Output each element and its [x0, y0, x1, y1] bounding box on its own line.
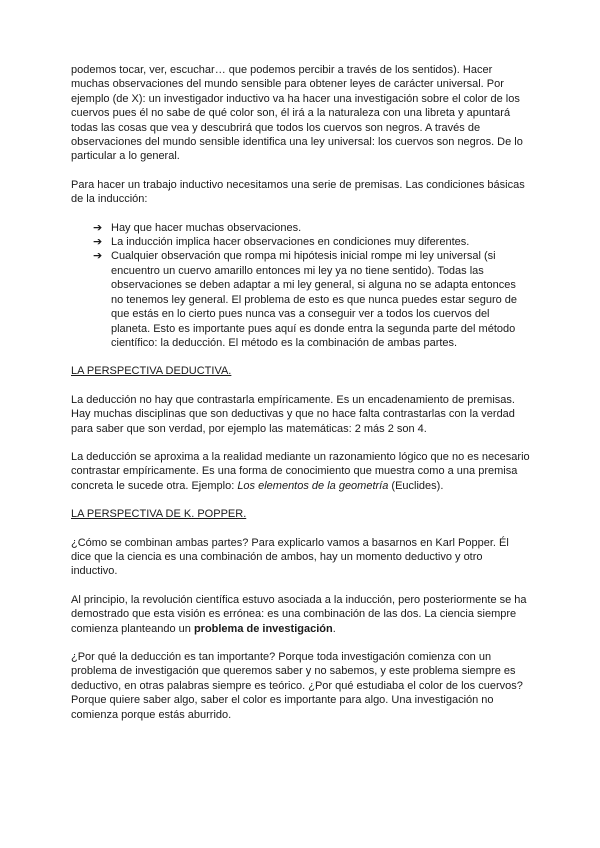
- heading-deductive-perspective: LA PERSPECTIVA DEDUCTIVA.: [71, 365, 232, 378]
- arrow-bullet-icon: ➔: [93, 236, 103, 249]
- paragraph-deduction-importance: ¿Por qué la deducción es tan importante? Porque toda investigación comienza con un problema de investigación que queremos saber y no sabemos, y este problema siempre es deductivo, en otras palabras siempre es teórico. ¿Por qué estudiaba el color de los cuervos? Porque quiere saber algo, saber el color es importante para algo. Una investigación no comienza porque estás aburrido.: [71, 651, 523, 721]
- paragraph-text: .: [332, 622, 336, 635]
- paragraph-induction-example: podemos tocar, ver, escuchar… que podemos percibir a través de los sentidos). Hacer muchas observaciones del mundo sensible para obtener leyes de carácter universal. Por ejemplo (de X): un investigador inductivo va ha hacer una investigación sobre el color de los cuervos pues él no sabe de qué color son, él irá a la naturaleza con una libreta y apuntará todas las cosas que vea y descubrirá que todos los cuervos son negros. A través de observaciones del mundo sensible identifica una ley universal: los cuervos son negros. De lo particular a lo general.: [71, 64, 523, 163]
- paragraph-deduction-no-empirical: La deducción no hay que contrastarla empíricamente. Es un encadenamiento de premisas. Hay muchas disciplinas que son deductivas y que no hace falta contrastarlas con la verdad para saber que son verdad, por ejemplo las matemáticas: 2 más 2 son 4.: [71, 393, 515, 435]
- paragraph-science-research-problem: [71, 593, 530, 636]
- bullet-item-label: La inducción implica hacer observaciones en condiciones muy diferentes.: [111, 236, 470, 249]
- paragraph-text: Al principio, la revolución científica estuvo asociada a la inducción, pero posteriormente se ha demostrado que esta visión es errónea: es una combinación de las dos. La ciencia siempre comienza planteando un: [71, 593, 527, 635]
- bullet-item-hypothesis-break: [93, 249, 530, 350]
- bullet-item-label: Hay que hacer muchas observaciones.: [111, 221, 302, 234]
- arrow-bullet-icon: ➔: [93, 221, 103, 234]
- arrow-bullet-icon: ➔: [93, 250, 103, 263]
- book-title-italic: Los elementos de la geometría: [237, 479, 389, 492]
- bullet-list-induction-conditions: [71, 221, 530, 351]
- bullet-item-label: Cualquier observación que rompa mi hipótesis inicial rompe mi ley universal (si encuentro un cuervo amarillo entonces mi ley ya no tiene sentido). Todas las observaciones se deben adaptar a mi ley general, si alguna no se adapta entonces no tenemos ley general. El problema de esto es que nunca puedes estar seguro de que estás en lo cierto pues nunca vas a conseguir ver a todos los cuervos del planeta. Esto es importante pues aquí es donde entra la segunda parte del método científico: la deducción. El método es la combinación de ambas partes.: [111, 250, 518, 349]
- paragraph-text: (Euclides).: [388, 479, 444, 492]
- bullet-item-different-conditions: [93, 235, 530, 249]
- bullet-item-observations: [93, 221, 530, 235]
- paragraph-induction-premises-intro: Para hacer un trabajo inductivo necesitamos una serie de premisas. Las condiciones básicas de la inducción:: [71, 178, 525, 206]
- heading-popper-perspective: LA PERSPECTIVA DE K. POPPER.: [71, 508, 247, 521]
- paragraph-popper-combination: ¿Cómo se combinan ambas partes? Para explicarlo vamos a basarnos en Karl Popper. Él dice que la ciencia es una combinación de ambos, hay un momento deductivo y otro inductivo.: [71, 536, 509, 578]
- paragraph-text: La deducción se aproxima a la realidad mediante un razonamiento lógico que no es necesario contrastar empíricamente. Es una forma de conocimiento que muestra como a una premisa concreta le sucede otra. Ejemplo:: [71, 450, 530, 492]
- paragraph-deduction-logic: [71, 450, 530, 493]
- bold-phrase-research-problem: problema de investigación: [193, 622, 333, 635]
